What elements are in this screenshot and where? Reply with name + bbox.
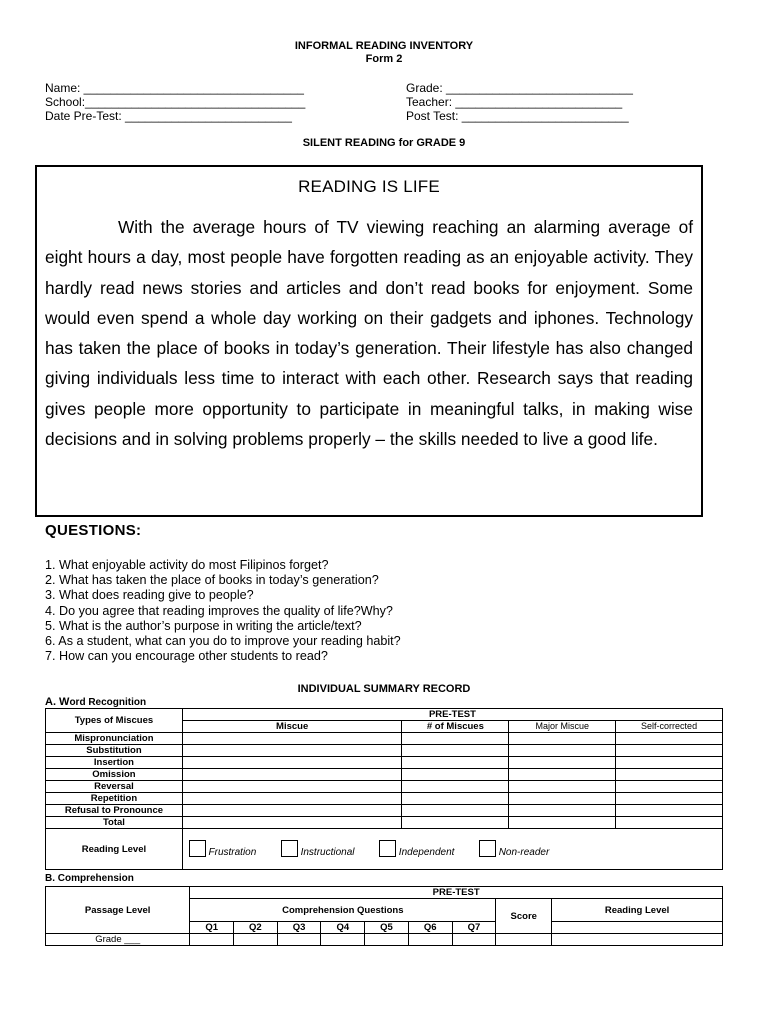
table-row [46,805,723,817]
row-label: Insertion [46,757,183,769]
table-row [46,769,723,781]
question-item: 2. What has taken the place of books in today’s generation? [45,573,379,588]
post-test-field: Post Test: _________________________ [406,109,629,123]
word-recognition-label: A. Word Recognition [45,696,147,708]
row-label: Total [46,817,183,829]
non-reader-checkbox[interactable] [479,840,496,857]
table-row [46,793,723,805]
self-corrected-col-header: Self-corrected [616,721,723,733]
non-reader-label: Non-reader [498,847,550,858]
grade-field: Grade: ____________________________ [406,81,633,95]
frustration-label: Frustration [208,847,257,858]
instructional-checkbox[interactable] [281,840,298,857]
row-label: Repetition [46,793,183,805]
grade-row-label: Grade ___ [46,934,190,946]
table-row [46,934,723,946]
teacher-field: Teacher: _________________________ [406,95,623,109]
table-row [46,817,723,829]
questions-heading: QUESTIONS: [45,522,142,539]
row-label: Omission [46,769,183,781]
table-row [46,757,723,769]
question-item: 3. What does reading give to people? [45,588,254,603]
num-miscues-col-header: # of Miscues [402,721,509,733]
row-label: Mispronunciation [46,733,183,745]
q-label: Q6 [408,922,452,934]
q-label: Q2 [234,922,278,934]
comprehension-questions-header: Comprehension Questions [190,899,496,922]
q-label: Q1 [190,922,234,934]
question-item: 7. How can you encourage other students to read? [45,649,328,664]
row-label: Substitution [46,745,183,757]
passage-title: READING IS LIFE [298,177,440,196]
comprehension-table [45,886,723,946]
q-label: Q3 [277,922,321,934]
question-item: 6. As a student, what can you do to improve your reading habit? [45,634,401,649]
question-item: 4. Do you agree that reading improves the quality of life?Why? [45,603,393,618]
types-of-miscues-header: Types of Miscues [46,709,183,733]
passage-body [45,212,693,454]
summary-title: INDIVIDUAL SUMMARY RECORD [297,683,471,695]
row-label: Refusal to Pronounce [46,805,183,817]
miscue-col-header: Miscue [182,721,402,733]
frustration-checkbox[interactable] [189,840,206,857]
table-row [46,733,723,745]
section-subtitle: SILENT READING for GRADE 9 [302,137,466,149]
reading-level-label: Reading Level [46,829,183,870]
instructional-label: Instructional [300,847,355,858]
school-field: School:_________________________________ [45,95,306,109]
question-item: 5. What is the author’s purpose in writing the article/text? [45,618,362,633]
q-label: Q7 [452,922,496,934]
passage-level-header: Passage Level [46,887,190,934]
score-header: Score [496,899,552,934]
document-title: INFORMAL READING INVENTORY [294,40,474,52]
comp-pretest-header: PRE-TEST [190,887,723,899]
row-label: Reversal [46,781,183,793]
question-item: 1. What enjoyable activity do most Filipinos forget? [45,558,329,572]
major-miscue-col-header: Major Miscue [509,721,616,733]
q-label: Q5 [365,922,409,934]
reading-level-options [182,829,722,870]
passage-text: With the average hours of TV viewing reaching an alarming average of eight hours a day, most people have forgotten reading as an enjoyable activity. They hardly read news stories and articles and don’t read books for enjoyment. Some would even spend a whole day working on their gadgets and iphones. Technology has taken the place of books in today’s generation. Their lifestyle has also changed giving individuals less time to interact with each other. Research says that reading gives people more opportunity to participate in meaningful talks, in making wise decisions and in solving problems properly – the skills needed to live a good life. [45,217,693,450]
reading-level-row [46,829,723,870]
independent-checkbox[interactable] [379,840,396,857]
form-label: Form 2 [365,53,403,65]
passage-box [35,165,703,517]
table-row [46,781,723,793]
comprehension-label: B. Comprehension [45,873,134,884]
date-pretest-field: Date Pre-Test: _________________________ [45,109,292,123]
table-row [46,745,723,757]
q-label: Q4 [321,922,365,934]
name-field: Name: _________________________________ [45,81,304,95]
pretest-header: PRE-TEST [182,709,722,721]
reading-level-header: Reading Level [552,899,723,922]
questions-list [45,558,401,664]
word-recognition-table [45,708,723,870]
independent-label: Independent [398,847,455,858]
